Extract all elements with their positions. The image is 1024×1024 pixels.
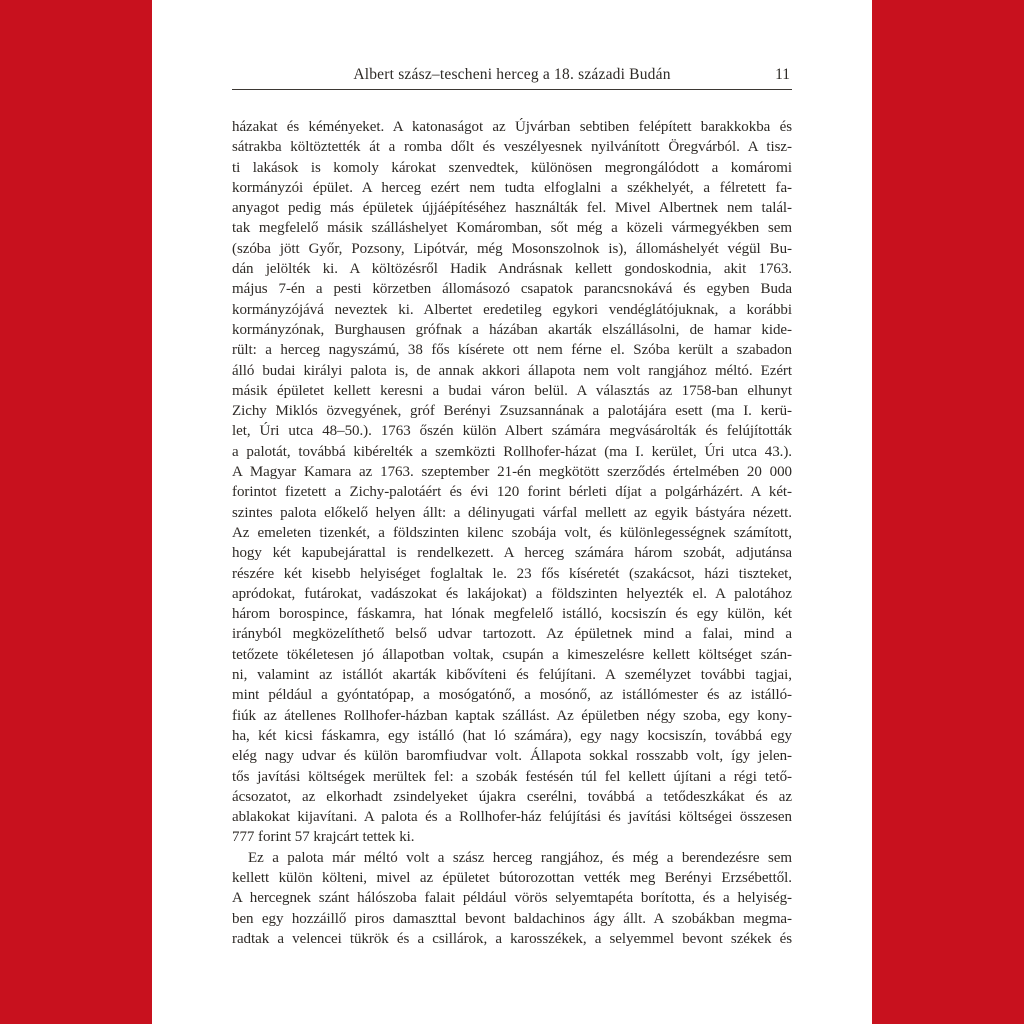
body-line: kormányzói épület. A herceg ezért nem tudta elfoglalni a székhelyét, a félretett fa- bbox=[232, 179, 792, 196]
body-line: hogy két kapubejárattal is rendelkezett. A herceg számára három szobát, adjutánsa bbox=[232, 545, 792, 562]
body-line: fiúk az átellenes Rollhofer-házban kaptak szállást. Az épületben négy szoba, egy kony- bbox=[232, 707, 792, 724]
body-line: május 7-én a pesti körzetben állomásozó csapatok parancsnokává és egyben Buda bbox=[232, 281, 792, 298]
body-line: Az emeleten tizenkét, a földszinten kilenc szobája volt, és különlegességnek számított, bbox=[232, 524, 792, 541]
page-header bbox=[232, 64, 792, 86]
header-rule bbox=[232, 89, 792, 90]
body-line: házakat és kéményeket. A katonaságot az Újvárban sebtiben felépített barakkokba és bbox=[232, 119, 792, 135]
body-line: álló budai királyi palota is, de annak akkori állapota nem volt rangjához méltó. Ezért bbox=[232, 362, 792, 379]
body-line: A hercegnek szánt hálószoba falait például vörös selyemtapéta borította, és a helyiség- bbox=[232, 890, 792, 907]
body-line: tak megfelelő másik szálláshelyet Komáromban, sőt még a közeli vármegyékben sem bbox=[232, 220, 792, 237]
running-title: Albert szász–tescheni herceg a 18. századi Budán bbox=[353, 66, 671, 83]
body-line: ben egy hozzáillő piros damaszttal bevont baldachinos ágy állt. A szobákban megma- bbox=[232, 910, 792, 927]
body-line: let, Úri utca 48–50.). 1763 őszén külön Albert számára megvásárolták és felújították bbox=[232, 423, 792, 440]
body-line: részére két kisebb helyiséget foglaltak le. 23 fős kíséretét (szakácsot, házi tiszteket, bbox=[232, 565, 792, 582]
body-line: kormányzónak, Burghausen grófnak a házában akarták elszállásolni, de hamar kide- bbox=[232, 321, 792, 338]
book-page bbox=[152, 0, 872, 1024]
body-line: ha, két kicsi fáskamra, egy istálló (hat ló számára), egy nagy kocsiszín, továbbá egy bbox=[232, 727, 792, 744]
body-text bbox=[232, 117, 792, 949]
body-line: szintes palota előkelő helyen állt: a délinyugati várfal mellett az egyik bástyára nézett. bbox=[232, 504, 792, 521]
body-line: irányból megközelíthető belső udvar tartozott. Az épületnek mind a falai, mind a bbox=[232, 626, 792, 643]
body-line: a palotát, továbbá kibérelték a szemközti Rollhofer-házat (ma I. kerület, Úri utca 43.). bbox=[232, 443, 792, 460]
body-line: ni, valamint az istállót akarták kibővíteni és felújítani. A személyzet további tagjai, bbox=[232, 667, 792, 684]
body-line: apródokat, futárokat, vadászokat és lakájokat) a földszinten helyezték el. A palotához bbox=[232, 585, 792, 602]
body-line: tős javítási költségek merültek fel: a szobák festésén túl fel kellett újítani a régi tető- bbox=[232, 768, 792, 785]
body-line: kellett külön költeni, mivel az épületet bútorozottan vették meg Berényi Erzsébettől. bbox=[232, 869, 792, 886]
body-line: tetőzete tökéletesen jó állapotban voltak, csupán a kimeszelésre kellett költséget szán- bbox=[232, 646, 792, 663]
body-line: A Magyar Kamara az 1763. szeptember 21-én megkötött szerződés értelmében 20 000 bbox=[232, 464, 792, 481]
body-line: anyagot pedig más épületek újjáépítéséhez használták fel. Mivel Albertnek nem talál- bbox=[232, 200, 792, 217]
body-line: mint például a gyóntatópap, a mosógatónő, a mosónő, az istállómester és az istálló- bbox=[232, 687, 792, 704]
body-line: dán jelölték ki. A költözésről Hadik Andrásnak kellett gondoskodnia, akit 1763. bbox=[232, 261, 792, 278]
body-line: sátrakba költöztették át a romba dőlt és veszélyesnek nyilvánított Öregvárból. A tisz- bbox=[232, 139, 792, 156]
body-line: Zichy Miklós özvegyének, gróf Berényi Zsuzsannának a palotájára esett (ma I. kerü- bbox=[232, 403, 792, 420]
right-red-border bbox=[872, 0, 1024, 1024]
left-red-border bbox=[0, 0, 152, 1024]
body-line: ti lakások is komoly károkat szenvedtek, különösen megrongálódott a komáromi bbox=[232, 159, 792, 176]
body-line: másik épületet kellett keresni a budai váron belül. A választás az 1758-ban elhunyt bbox=[232, 382, 792, 399]
body-line: forintot fizetett a Zichy-palotáért és évi 120 forint bérleti díjat a polgárházért. A két- bbox=[232, 484, 792, 501]
body-line: elég nagy udvar és külön baromfiudvar volt. Állapota sokkal rosszabb volt, így jelen- bbox=[232, 748, 792, 765]
body-line: Ez a palota már méltó volt a szász herceg rangjához, és még a berendezésre sem bbox=[248, 849, 792, 866]
body-line: ablakokat kijavítani. A palota és a Rollhofer-ház felújítási és javítási költségei összesen bbox=[232, 809, 792, 826]
body-line: (szóba jött Győr, Pozsony, Lipótvár, még Mosonszolnok is), állomáshelyét végül Bu- bbox=[232, 240, 792, 257]
body-line: ácsozatot, az elkorhadt zsindelyeket újakra cserélni, továbbá a tetődeszkákat és az bbox=[232, 788, 792, 805]
body-line: 777 forint 57 krajcárt tettek ki. bbox=[232, 829, 415, 846]
body-line: kormányzójává neveztek ki. Albertet eredetileg egykori vendéglátójuknak, a korábbi bbox=[232, 301, 792, 318]
page-number: 11 bbox=[775, 66, 790, 83]
body-line: radtak a velencei tükrök és a csillárok, a karosszékek, a selyemmel bevont székek és bbox=[232, 930, 792, 947]
body-line: rült: a herceg nagyszámú, 38 fős kísérete ott nem férne el. Szóba került a szabadon bbox=[232, 342, 792, 359]
body-line: három borospince, fáskamra, hat lónak megfelelő istálló, kocsiszín és egy külön, két bbox=[232, 606, 792, 623]
